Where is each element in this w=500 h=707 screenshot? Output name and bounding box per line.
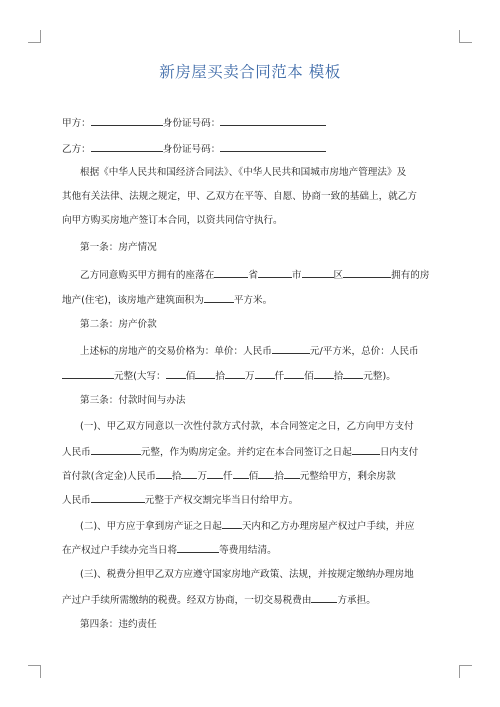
article-1-line-2 [62,292,440,308]
article-3-p1-line-2 [62,444,440,460]
party-b-name-blank[interactable] [91,141,163,152]
tax-party-blank[interactable] [311,592,337,603]
fees-blank[interactable] [177,542,219,553]
text-segment: (二)、甲方应于拿到房产证之日起 [80,521,222,532]
article-4-heading: 第四条：违约责任 [80,619,157,630]
amount-blank[interactable] [258,468,274,479]
corner-mark-bottom-left [28,665,41,678]
text-segment: 地产(住宅)，该房地产建筑面积为 [62,295,204,306]
text-segment: 方承担。 [337,595,376,606]
amount-blank[interactable] [156,468,172,479]
article-2-heading: 第二条：房产价款 [80,319,157,330]
text-segment: 元整于产权交割完毕当日付给甲方。 [144,495,299,506]
text-segment: 元整(大写： [114,371,166,382]
district-blank[interactable] [302,267,334,278]
amount-blank[interactable] [207,468,223,479]
area-blank[interactable] [204,292,234,303]
text-segment: 佰 [185,371,196,382]
text-segment: 等费用结清。 [219,545,277,556]
amount-blank[interactable] [225,368,245,379]
text-segment: 仟 [223,471,233,482]
article-3-p3-line-2 [62,592,440,608]
text-segment: 拾 [333,371,344,382]
text-segment: 拾 [274,471,284,482]
amount-blank[interactable] [255,368,275,379]
text-segment: 元整，作为购房定金。并约定在本合同签订之日起 [140,447,352,458]
deposit-blank[interactable] [91,444,141,455]
text-segment: 元/平方米，总价：人民币 [309,346,419,357]
corner-mark-top-left [28,30,41,43]
text-segment: 首付款(含定金)人民币 [62,471,156,482]
amount-blank[interactable] [181,468,197,479]
amount-blank[interactable] [314,368,334,379]
article-3-heading: 第三条：付款时间与办法 [80,395,186,406]
article-1-heading: 第一条：房产情况 [80,242,157,253]
text-segment: 人民币 [62,495,91,506]
text-segment: 佰 [248,471,259,482]
text-segment: 人民币 [62,447,91,458]
text-segment: 平方米。 [233,295,273,306]
party-a-id-blank[interactable] [220,115,326,126]
text-segment: 拾 [215,371,225,382]
corner-mark-top-right [459,30,472,43]
text-segment: 日内支付 [379,447,419,458]
party-b-line [62,141,440,157]
unit-price-blank[interactable] [272,343,310,354]
party-b-label: 乙方： [62,144,91,155]
article-3-p1-line-4 [62,492,440,508]
text-segment: 天内和乙方办理房屋产权过户手续，并应 [241,521,415,532]
corner-mark-bottom-right [459,665,472,678]
text-segment: 万 [244,371,255,382]
article-2-line-1 [80,343,440,359]
province-blank[interactable] [214,267,248,278]
article-3-p3-line-1: (三)、税费分担甲乙双方应遵守国家房地产政策、法规，并按规定缴纳办理房地 [80,569,414,580]
amount-blank[interactable] [195,368,215,379]
text-segment: 佰 [304,371,314,382]
city-blank[interactable] [258,267,292,278]
intro-line-3: 向甲方购买房地产签订本合同，以资共同信守执行。 [62,215,283,226]
balance-blank[interactable] [91,492,145,503]
amount-blank[interactable] [284,468,300,479]
party-b-id-blank[interactable] [220,141,326,152]
party-b-id-label: 身份证号码： [162,144,221,155]
text-segment: 上述标的房地产的交易价格为：单价：人民币 [80,346,272,357]
party-a-name-blank[interactable] [91,115,163,126]
party-a-line [62,115,440,131]
text-segment: 拾 [171,471,182,482]
days-blank[interactable] [222,518,242,529]
intro-line-2: 其他有关法律、法规之规定，甲、乙双方在平等、自愿、协商一致的基础上，就乙方 [62,191,417,202]
days-blank[interactable] [352,444,380,455]
article-1-line-1 [80,267,440,283]
party-a-id-label: 身份证号码： [162,118,221,129]
party-a-label: 甲方： [62,118,91,129]
text-segment: 市 [291,270,302,281]
text-segment: 万 [197,471,208,482]
text-segment: 省 [248,270,258,281]
amount-blank[interactable] [166,368,186,379]
text-segment: 在产权过户手续办完当日将 [62,545,178,556]
text-segment: 仟 [274,371,285,382]
text-segment: 区 [333,270,344,281]
article-3-p2-line-2 [62,542,440,558]
article-2-line-2 [62,368,440,384]
article-3-p1-line-1: (一)、甲乙双方同意以一次性付款方式付款，本合同签定之日，乙方向甲方支付 [80,421,414,432]
text-segment: 拥有的房 [391,270,430,281]
amount-blank[interactable] [343,368,363,379]
intro-line-1: 根据《中华人民共和国经济合同法》、《中华人民共和国城市房地产管理法》及 [80,167,407,178]
amount-blank[interactable] [284,368,304,379]
article-3-p2-line-1 [80,518,440,534]
text-segment: 产过户手续所需缴纳的税费。经双方协商，一切交易税费由 [62,595,312,606]
document-title: 新房屋买卖合同范本 模板 [159,63,341,81]
text-segment: 元整)。 [363,371,396,382]
text-segment: 乙方同意购买甲方拥有的座落在 [80,270,215,281]
total-price-blank[interactable] [62,368,114,379]
amount-blank[interactable] [233,468,249,479]
article-3-p1-line-3 [62,468,440,484]
text-segment: 元整给甲方，剩余房款 [299,471,396,482]
address-blank[interactable] [343,267,391,278]
